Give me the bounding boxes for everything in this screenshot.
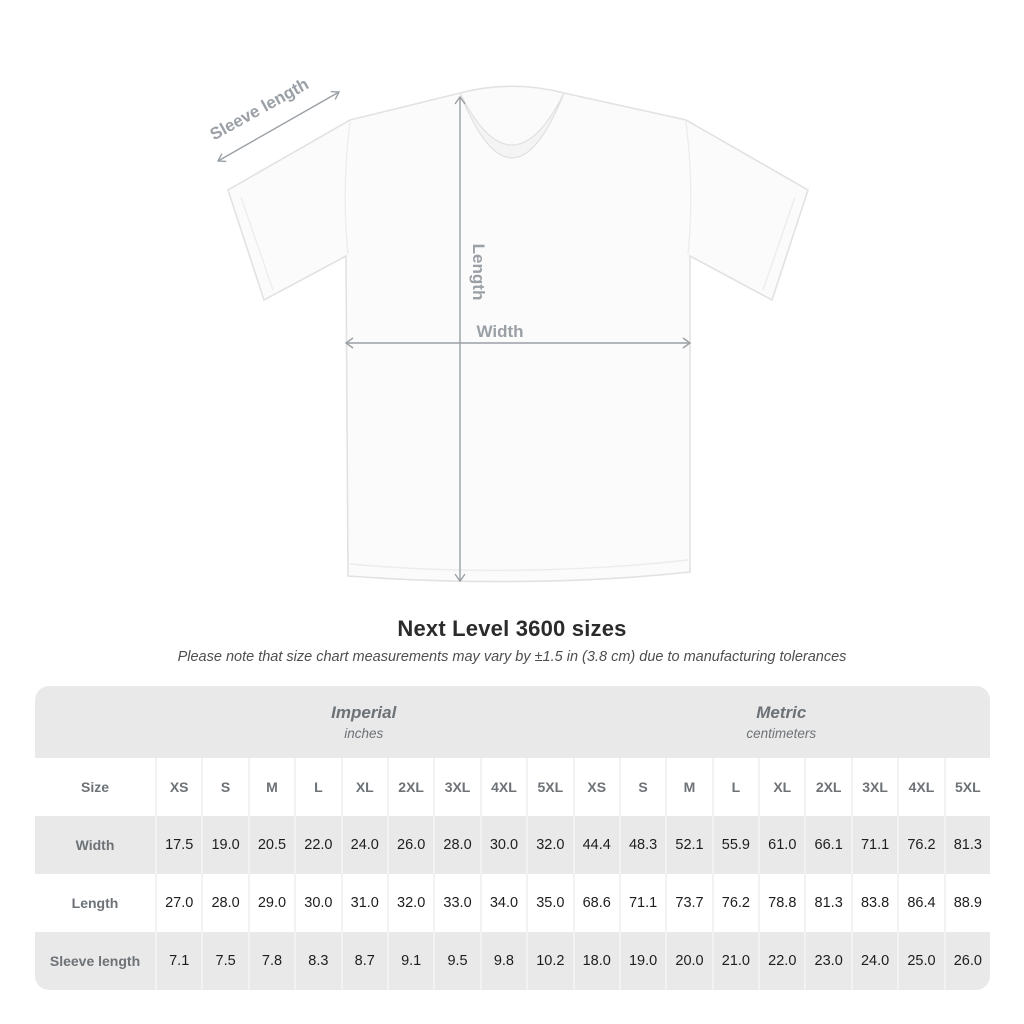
size-col-header: 2XL	[387, 758, 433, 816]
measurement-cell: 22.0	[294, 816, 340, 874]
measurement-cell: 8.7	[341, 932, 387, 990]
measurement-cell: 7.8	[248, 932, 294, 990]
measurement-cell: 26.0	[944, 932, 990, 990]
measurement-cell: 20.5	[248, 816, 294, 874]
measurement-cell: 30.0	[480, 816, 526, 874]
measurement-cell: 61.0	[758, 816, 804, 874]
measurement-cell: 21.0	[712, 932, 758, 990]
measurement-cell: 24.0	[341, 816, 387, 874]
page-title: Next Level 3600 sizes	[397, 616, 627, 641]
measurement-cell: 32.0	[387, 874, 433, 932]
measurement-cell: 7.5	[201, 932, 247, 990]
measurement-cell: 32.0	[526, 816, 572, 874]
measurement-cell: 71.1	[851, 816, 897, 874]
measurement-cell: 33.0	[433, 874, 479, 932]
measurement-cell: 76.2	[897, 816, 943, 874]
size-col-header: M	[665, 758, 711, 816]
tolerance-note: Please note that size chart measurements may vary by ±1.5 in (3.8 cm) due to manufacturing tolerances	[177, 649, 847, 665]
measurement-cell: 19.0	[201, 816, 247, 874]
measurement-cell: 10.2	[526, 932, 572, 990]
size-col-header: XL	[341, 758, 387, 816]
size-col-header: L	[712, 758, 758, 816]
imperial-label: Imperial	[331, 703, 397, 722]
size-col-header: S	[201, 758, 247, 816]
size-col-header: XL	[758, 758, 804, 816]
measurement-cell: 44.4	[573, 816, 619, 874]
measurement-cell: 28.0	[201, 874, 247, 932]
unit-group-metric	[573, 686, 991, 758]
measurement-cell: 19.0	[619, 932, 665, 990]
corner-cell	[35, 686, 155, 758]
row-label: Sleeve length	[49, 953, 141, 969]
measurement-cell: 9.8	[480, 932, 526, 990]
size-col-header: 4XL	[897, 758, 943, 816]
measurement-cell: 9.1	[387, 932, 433, 990]
table-row	[35, 816, 990, 874]
size-col-header: 3XL	[433, 758, 479, 816]
measurement-cell: 71.1	[619, 874, 665, 932]
measurement-cell: 83.8	[851, 874, 897, 932]
unit-group-imperial	[155, 686, 573, 758]
size-col-header: M	[248, 758, 294, 816]
measurement-cell: 68.6	[573, 874, 619, 932]
table-row	[35, 874, 990, 932]
length-label: Length	[469, 243, 488, 301]
measurement-cell: 88.9	[944, 874, 990, 932]
measurement-cell: 24.0	[851, 932, 897, 990]
row-label: Width	[75, 837, 115, 853]
metric-unit: centimeters	[746, 726, 817, 741]
width-label: Width	[476, 322, 524, 341]
measurement-cell: 76.2	[712, 874, 758, 932]
measurement-cell: 48.3	[619, 816, 665, 874]
measurement-cell: 25.0	[897, 932, 943, 990]
measurement-cell: 22.0	[758, 932, 804, 990]
measurement-cell: 26.0	[387, 816, 433, 874]
measurement-cell: 9.5	[433, 932, 479, 990]
size-col-header: XS	[155, 758, 201, 816]
measurement-cell: 27.0	[155, 874, 201, 932]
row-label: Length	[71, 895, 119, 911]
size-col-header: 3XL	[851, 758, 897, 816]
measurement-cell: 7.1	[155, 932, 201, 990]
size-col-header: 2XL	[804, 758, 850, 816]
measurement-cell: 66.1	[804, 816, 850, 874]
measurement-cell: 52.1	[665, 816, 711, 874]
measurement-cell: 20.0	[665, 932, 711, 990]
measurement-cell: 35.0	[526, 874, 572, 932]
metric-label: Metric	[756, 703, 807, 722]
measurement-cell: 23.0	[804, 932, 850, 990]
measurement-cell: 81.3	[944, 816, 990, 874]
sleeve-length-label: Sleeve length	[206, 74, 312, 145]
measurement-cell: 30.0	[294, 874, 340, 932]
size-col-header: 5XL	[526, 758, 572, 816]
size-column-label: Size	[80, 779, 109, 795]
size-col-header: L	[294, 758, 340, 816]
size-header-row	[35, 758, 990, 816]
table-row	[35, 932, 990, 990]
size-col-header: S	[619, 758, 665, 816]
measurement-cell: 73.7	[665, 874, 711, 932]
measurement-cell: 29.0	[248, 874, 294, 932]
size-chart-table	[35, 686, 990, 990]
measurement-cell: 55.9	[712, 816, 758, 874]
measurement-cell: 17.5	[155, 816, 201, 874]
measurement-cell: 31.0	[341, 874, 387, 932]
measurement-cell: 81.3	[804, 874, 850, 932]
unit-header-band	[35, 686, 990, 758]
measurement-cell: 34.0	[480, 874, 526, 932]
imperial-unit: inches	[344, 726, 384, 741]
measurement-cell: 86.4	[897, 874, 943, 932]
table-body	[35, 816, 990, 990]
measurement-cell: 28.0	[433, 816, 479, 874]
measurement-cell: 8.3	[294, 932, 340, 990]
size-col-header: 5XL	[944, 758, 990, 816]
size-col-header: 4XL	[480, 758, 526, 816]
measurement-cell: 78.8	[758, 874, 804, 932]
measurement-cell: 18.0	[573, 932, 619, 990]
size-col-header: XS	[573, 758, 619, 816]
